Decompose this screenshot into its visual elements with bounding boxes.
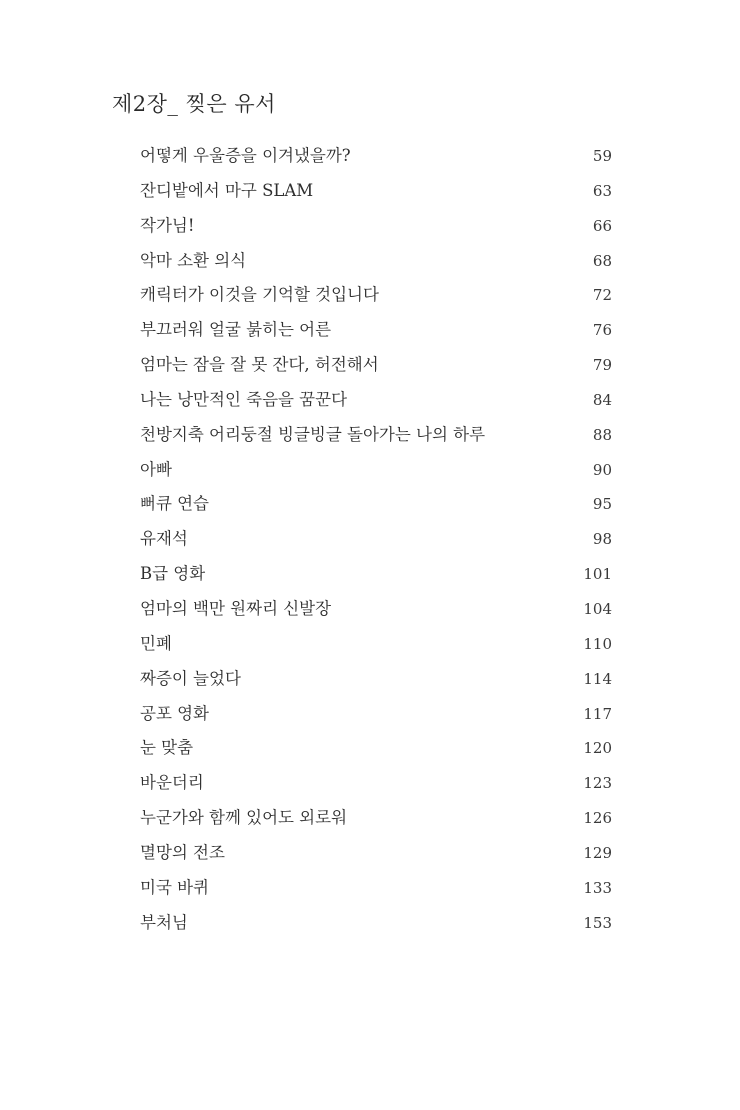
- toc-entry: [140, 176, 612, 211]
- toc-entry: [140, 315, 612, 350]
- toc-entry-page: 153: [583, 913, 612, 932]
- toc-entry-page: 76: [592, 321, 612, 340]
- toc-entry-page: 66: [592, 216, 612, 235]
- toc-entry-page: 59: [592, 147, 612, 165]
- toc-entry-title: 민폐: [140, 633, 172, 653]
- toc-entry-page: 126: [583, 809, 612, 828]
- toc-entry: [140, 489, 612, 524]
- toc-entry: [140, 594, 612, 629]
- toc-entry: [140, 211, 612, 246]
- chapter-title: 제2장_ 찢은 유서: [112, 92, 276, 116]
- toc-entry: [140, 455, 612, 490]
- toc-entry-title: 아빠: [140, 459, 172, 479]
- toc-entry: [140, 524, 612, 559]
- toc-entry-page: 90: [592, 460, 612, 479]
- toc-entry: [140, 803, 612, 838]
- toc-entry: [140, 141, 612, 176]
- toc-entry-page: 63: [592, 181, 612, 200]
- toc-entry: [140, 838, 612, 873]
- toc-entry: [140, 873, 612, 908]
- toc-entry-page: 84: [592, 390, 612, 409]
- toc-entry-page: 95: [592, 495, 612, 514]
- toc-entry: [140, 768, 612, 803]
- toc-entry-title: B급 영화: [140, 564, 206, 584]
- toc-entry: [140, 664, 612, 699]
- toc-entry-title: 엄마는 잠을 잘 못 잔다, 허전해서: [140, 355, 379, 375]
- toc-entry-page: 123: [583, 774, 612, 793]
- toc-entry-title: 어떻게 우울증을 이겨냈을까?: [140, 146, 351, 165]
- toc-entry-page: 120: [583, 739, 612, 758]
- toc-entry-title: 멸망의 전조: [140, 842, 225, 862]
- toc-entry-title: 부끄러워 얼굴 붉히는 어른: [140, 320, 332, 340]
- toc-entry-title: 부처님: [140, 912, 188, 932]
- toc-entry-page: 110: [583, 634, 612, 653]
- toc-entry-title: 나는 낭만적인 죽음을 꿈꾼다: [140, 389, 348, 409]
- toc-entry-title: 눈 맞춤: [140, 738, 194, 758]
- toc-entry-title: 작가님!: [140, 215, 195, 235]
- toc-entry: [140, 385, 612, 420]
- toc-entry: [140, 629, 612, 664]
- toc-entry-page: 88: [592, 425, 612, 444]
- toc-entry-title: 천방지축 어리둥절 빙글빙글 돌아가는 나의 하루: [140, 424, 486, 444]
- toc-entry: [140, 559, 612, 594]
- toc-entry-title: 유재석: [140, 529, 188, 549]
- toc-entry: [140, 350, 612, 385]
- toc-entry-title: 누군가와 함께 있어도 외로워: [140, 808, 348, 828]
- toc-entry: [140, 246, 612, 281]
- toc-entry-page: 114: [583, 669, 612, 688]
- toc-entry-title: 짜증이 늘었다: [140, 668, 241, 688]
- toc-entry-page: 133: [583, 878, 612, 897]
- toc-entry-title: 공포 영화: [140, 703, 210, 723]
- toc-entry-page: 98: [592, 530, 612, 549]
- toc-entry-title: 미국 바퀴: [140, 877, 210, 897]
- toc-entry-page: 129: [583, 843, 612, 862]
- toc-entry-title: 엄마의 백만 원짜리 신발장: [140, 598, 332, 618]
- toc-entry: [140, 280, 612, 315]
- toc-entry-page: 104: [583, 599, 612, 618]
- toc-entry: [140, 908, 612, 943]
- toc-entry-page: 101: [583, 565, 612, 584]
- table-of-contents: [140, 141, 612, 942]
- toc-entry-page: 68: [592, 251, 612, 270]
- toc-entry-page: 79: [592, 356, 612, 375]
- toc-entry-title: 바운더리: [140, 773, 204, 793]
- toc-entry-title: 뻐큐 연습: [140, 494, 210, 514]
- toc-entry: [140, 420, 612, 455]
- toc-entry-title: 캐릭터가 이것을 기억할 것입니다: [140, 285, 379, 305]
- toc-entry: [140, 699, 612, 734]
- toc-entry-page: 117: [583, 704, 612, 723]
- toc-entry-title: 악마 소환 의식: [140, 250, 247, 270]
- toc-entry-title: 잔디밭에서 마구 SLAM: [140, 180, 314, 200]
- toc-entry-page: 72: [592, 286, 612, 305]
- toc-entry: [140, 733, 612, 768]
